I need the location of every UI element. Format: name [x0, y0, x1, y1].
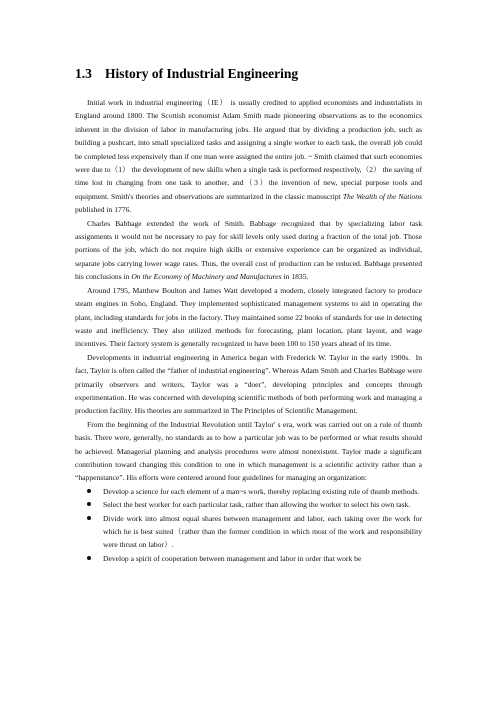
section-title: History of Industrial Engineering: [105, 66, 299, 81]
section-number: 1.3: [75, 66, 92, 81]
paragraph-text: Initial work in industrial engineering（IE） is usually credited to applied economists and industrialists in England around 1800. The Scottish economist Adam Smith made pioneering observations as to the economics inherent in the division of labor in manufacturing jobs. He argued that by dividing a production job, such as building a pushcart, into small specialized tasks and assigning a single worker to each task, the overall job could be completed less expensively than if one man were assigned the entire job. ~ Smith claimed that such economies were due to（1） the development of new skills when a single task is performed respectively,（2） the saving of time lost in changing from one task to another, and（3）the invention of new, special purpose tools and equipment. Smith's theories and observations are summarized in the classic manuscript: [75, 98, 422, 201]
book-title: The Wealth of the Nations: [342, 191, 422, 201]
list-item: [87, 485, 422, 498]
paragraph-text-end: published in 1776.: [75, 205, 132, 215]
paragraph-text: Around 1795, Matthew Boulton and James Watt developed a modern, closely integrated factory to produce steam engines in Soho, England. They implemented sophisticated management systems to aid in operating the plant, including standards for jobs in the factory. They maintained some 22 books of standards for use in detecting waste and inefficiency. They also utilized methods for forecasting, plant location, plant layout, and wage incentives. Their factory system is generally recognized to have been 100 to 150 years ahead of its time.: [75, 285, 422, 349]
list-item: [87, 552, 422, 565]
body-text: [75, 96, 422, 565]
book-title: On the Economy of Machinery and Manufactures: [131, 272, 282, 282]
list-item: [87, 498, 422, 511]
paragraph-text: Charles Babbage extended the work of Smith. Babbage recognized that by specializing labor task assignments it would not be necessary to pay for skill levels only used during a fraction of the total job. Those portions of the job, which do not require high skills or extensive experience can be organized as individual, separate jobs carrying lower wage rates. Thus, the overall cost of production can be reduced. Babbage presented his conclusions in: [75, 218, 422, 282]
guideline-list: [75, 485, 422, 565]
list-item-text: Divide work into almost equal shares between management and labor, each taking over the work for which he is best suited（rather than the former condition in which most of the work and responsibility were thrust on labor）.: [103, 513, 422, 550]
paragraph-3: [75, 284, 422, 351]
list-item: [87, 512, 422, 552]
paragraph-2: [75, 217, 422, 284]
paragraph-4: [75, 351, 422, 418]
bullet-icon: [87, 489, 91, 493]
list-item-text: Develop a science for each element of a man~s work, thereby replacing existing rule of thumb methods.: [103, 486, 420, 496]
paragraph-1: [75, 96, 422, 217]
paragraph-text: Developments in industrial engineering in America began with Frederick W. Taylor in the early 1900s. In fact, Taylor is often called the “father of industrial engineering”. Whereas Adam Smith and Charles Babbage were primarily observers and writers, Taylor was a “doer”, developing principles and concepts through experimentation. He was concerned with developing scientific methods of both performing work and managing a production facility. His theories are summarized in The Principles of Scientific Management.: [75, 352, 422, 416]
paragraph-text: From the beginning of the Industrial Revolution until Taylor' s era, work was carried out on a rule of thumb basis. There were, generally, no standards as to how a particular job was to be performed or what results should be achieved. Managerial planning and analysis procedures were almost nonexistent. Taylor made a significant contribution toward changing this condition to one in which management is a scientific activity rather than a “happenstance”. His efforts were centered around four guidelines for managing an organization:: [75, 419, 422, 483]
bullet-icon: [87, 556, 91, 560]
list-item-text: Select the best worker for each particular task, rather than allowing the worker to select his own task.: [103, 500, 411, 510]
paragraph-text-end: in 1835.: [281, 272, 309, 282]
list-item-text: Develop a spirit of cooperation between management and labor in order that work be: [103, 553, 362, 563]
paragraph-5: [75, 418, 422, 485]
bullet-icon: [87, 502, 91, 506]
bullet-icon: [87, 516, 91, 520]
section-heading: [75, 66, 435, 82]
